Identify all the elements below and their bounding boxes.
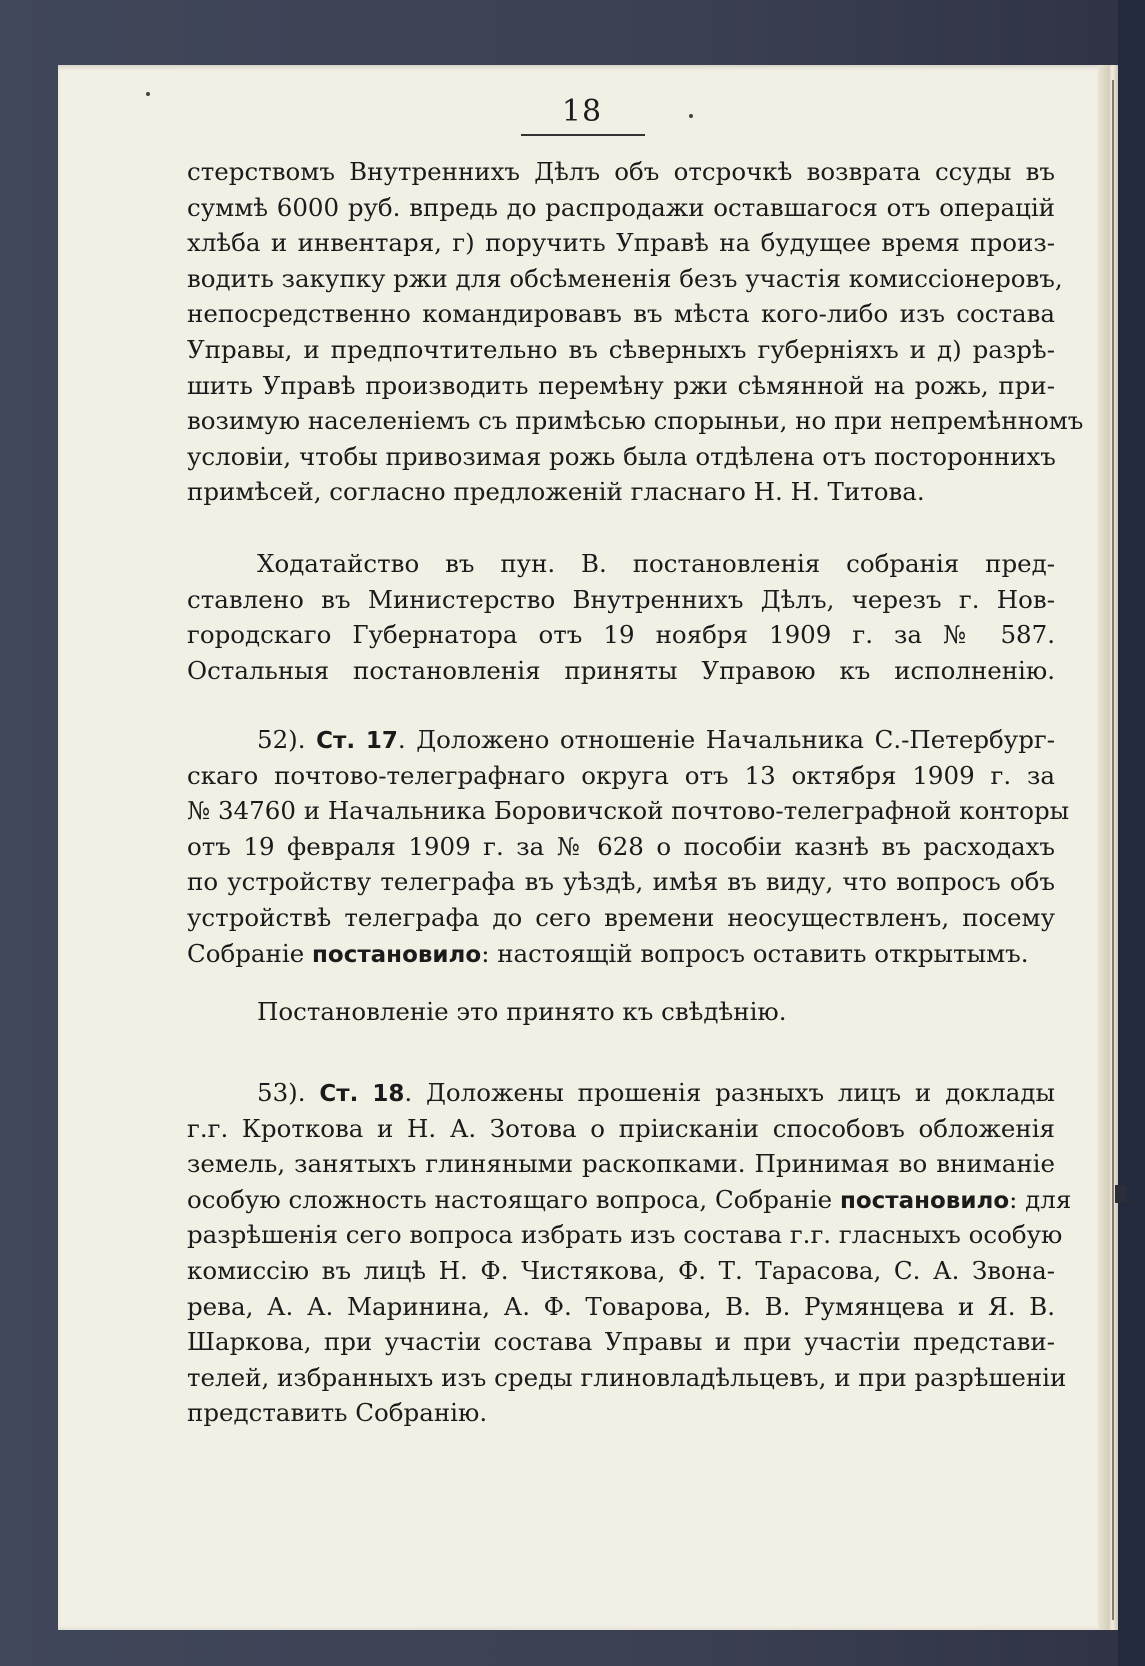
- text-line: [187, 936, 1055, 972]
- page-number: 18: [561, 94, 603, 129]
- text-line: водить закупку ржи для обсѣмененія безъ участія комиссіонеровъ,: [187, 263, 1063, 293]
- paragraph-article-17: [187, 722, 1070, 971]
- text-line: Ходатайство въ пун. В. постановленія собранія пред-: [257, 549, 1055, 578]
- resolution-keyword: постановило: [312, 941, 482, 968]
- text-line: рева, А. А. Маринина, А. Ф. Товарова, В. В. Румянцева и Я. В.: [187, 1291, 1055, 1321]
- text-line: суммѣ 6000 руб. впредь до распродажи оставшагося отъ операцій: [187, 192, 1055, 222]
- text-line: телей, избранныхъ изъ среды глиновладѣльцевъ, и при разрѣшеніи: [187, 1362, 1067, 1392]
- text-line: [187, 1182, 1072, 1218]
- text-fragment: особую сложность настоящаго вопроса, Собраніе: [187, 1184, 840, 1214]
- item-number: 53).: [257, 1078, 306, 1107]
- text-line: по устройству телеграфа въ уѣздѣ, имѣя въ виду, что вопросъ объ: [187, 867, 1055, 897]
- text-line: непосредственно командировавъ въ мѣста кого-либо изъ состава: [187, 299, 1055, 329]
- text-fragment: : для: [1009, 1184, 1072, 1214]
- bookmark-tab: [1115, 1185, 1127, 1203]
- gutter-line: [1112, 80, 1114, 1620]
- text-line: Управы, и предпочтительно въ сѣверныхъ губерніяхъ и д) разрѣ-: [187, 334, 1055, 364]
- text-line: комиссію въ лицѣ Н. Ф. Чистякова, Ф. Т. Тарасова, С. А. Звона-: [187, 1255, 1055, 1285]
- text-line: отъ 19 февраля 1909 г. за № 628 о пособіи казнѣ въ расходахъ: [187, 831, 1055, 861]
- text-line: хлѣба и инвентаря, г) поручить Управѣ на будущее время произ-: [187, 228, 1055, 258]
- text-line: скаго почтово-телеграфнаго округа отъ 13 октября 1909 г. за: [187, 760, 1055, 790]
- item-number: 52).: [257, 725, 306, 754]
- paragraph-continuation: [187, 154, 1084, 510]
- text-line: городскаго Губернатора отъ 19 ноября 1909 г. за № 587.: [187, 620, 1055, 650]
- page-gutter: [1098, 65, 1118, 1630]
- text-line: [187, 1075, 1055, 1111]
- text-fragment: : настоящій вопросъ оставить открытымъ.: [481, 938, 1029, 968]
- scanner-edge: [1118, 0, 1145, 1666]
- text-line: устройствѣ телеграфа до сего времени неосуществленъ, посему: [187, 902, 1055, 932]
- text-line: шить Управѣ производить перемѣну ржи сѣмянной на рожь, при-: [187, 370, 1055, 400]
- speck: [689, 114, 693, 118]
- text-line: примѣсей, согласно предложеній гласнаго Н. Н. Титова.: [187, 477, 925, 507]
- text-line: условіи, чтобы привозимая рожь была отдѣлена отъ постороннихъ: [187, 441, 1056, 471]
- paragraph-petition: [187, 546, 1055, 688]
- text-line: ставлено въ Министерство Внутреннихъ Дѣлъ, черезъ г. Нов-: [187, 584, 1055, 614]
- text-line: представить Собранію.: [187, 1398, 488, 1428]
- resolution-keyword: постановило: [839, 1187, 1010, 1214]
- text-line: разрѣшенія сего вопроса избрать изъ состава г.г. гласныхъ особую: [187, 1220, 1063, 1250]
- page-number-rule: [521, 134, 645, 136]
- text-line: г.г. Кроткова и Н. А. Зотова о прiисканiи способовъ обложенія: [187, 1113, 1055, 1143]
- speck: [146, 92, 150, 96]
- text-line: № 34760 и Начальника Боровичской почтово-телеграфной конторы: [187, 796, 1070, 826]
- text-line: Шаркова, при участіи состава Управы и при участіи представи-: [187, 1327, 1055, 1357]
- text-fragment: . Доложены прошенія разныхъ лицъ и доклады: [404, 1078, 1055, 1107]
- text-line: возимую населеніемъ съ примѣсью спорыньи, но при непремѣнномъ: [187, 406, 1084, 436]
- paragraph-note: [187, 994, 1055, 1030]
- paragraph-article-18: [187, 1075, 1072, 1431]
- text-line: земель, занятыхъ глиняными раскопками. Принимая во вниманіе: [187, 1149, 1055, 1179]
- article-label: Ст. 18: [319, 1081, 405, 1107]
- article-label: Ст. 17: [316, 728, 398, 754]
- text-line: [187, 722, 1055, 758]
- text-fragment: . Доложено отношеніе Начальника С.-Петербург-: [397, 725, 1055, 754]
- text-line: стерствомъ Внутреннихъ Дѣлъ объ отсрочкѣ возврата ссуды въ: [187, 157, 1055, 186]
- text-line: Остальныя постановленія приняты Управою къ исполненію.: [187, 655, 1055, 685]
- text-fragment: Собраніе: [187, 938, 312, 968]
- text-line: Постановленіе это принято къ свѣдѣнію.: [257, 997, 787, 1026]
